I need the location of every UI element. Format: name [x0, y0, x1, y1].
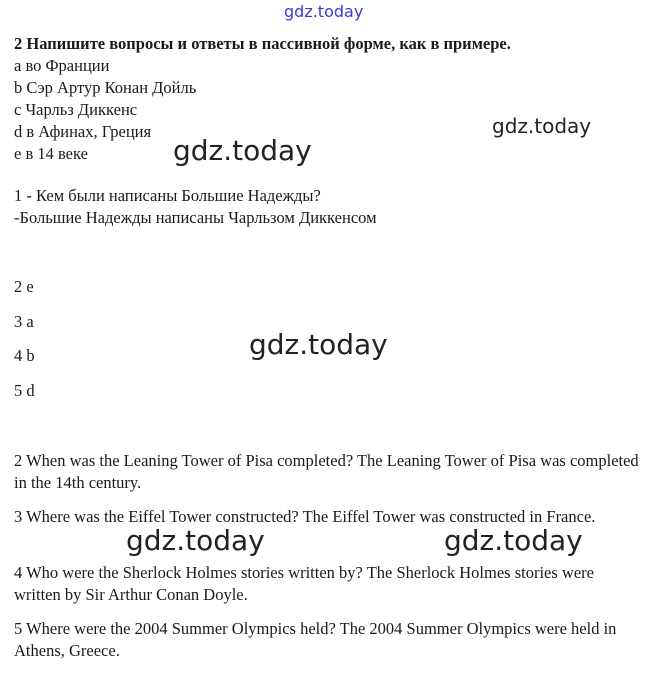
- watermark-center: gdz.today: [249, 328, 388, 361]
- answer-paragraph: 5 Where were the 2004 Summer Olympics held? The 2004 Summer Olympics were held in Athens, Greece.: [14, 619, 617, 660]
- watermark-top: gdz.today: [284, 2, 364, 21]
- task-option: d в Афинах, Греция: [14, 122, 152, 141]
- answer-paragraph: 4 Who were the Sherlock Holmes stories written by? The Sherlock Holmes stories were written by Sir Arthur Conan Doyle.: [14, 563, 594, 604]
- watermark-bottom-right: gdz.today: [444, 524, 583, 557]
- match-item: 5 d: [14, 381, 35, 400]
- example-question: 1 - Кем были написаны Большие Надежды?: [14, 186, 321, 205]
- task-option: a во Франции: [14, 56, 110, 75]
- answer-paragraph: 2 When was the Leaning Tower of Pisa completed? The Leaning Tower of Pisa was completed in the 14th century.: [14, 451, 639, 492]
- match-item: 3 a: [14, 312, 34, 331]
- answer-paragraph: 3 Where was the Eiffel Tower constructed? The Eiffel Tower was constructed in France.: [14, 507, 596, 526]
- task-option: e в 14 веке: [14, 144, 88, 163]
- match-item: 4 b: [14, 346, 35, 365]
- watermark-right: gdz.today: [492, 114, 592, 138]
- watermark-left-mid: gdz.today: [173, 134, 312, 167]
- match-item: 2 e: [14, 277, 34, 296]
- task-option: c Чарльз Диккенс: [14, 100, 138, 119]
- task-title: 2 Напишите вопросы и ответы в пассивной форме, как в примере.: [14, 34, 511, 53]
- example-answer: -Большие Надежды написаны Чарльзом Диккенсом: [14, 208, 377, 227]
- task-option: b Сэр Артур Конан Дойль: [14, 78, 197, 97]
- watermark-bottom-left: gdz.today: [126, 524, 265, 557]
